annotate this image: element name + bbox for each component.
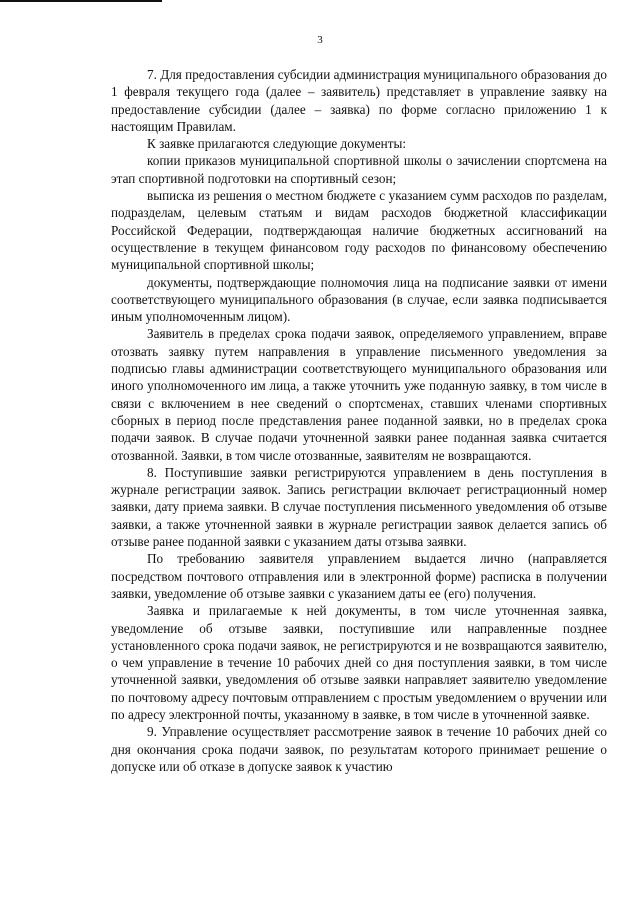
header-rule: [0, 0, 162, 2]
paragraph-late-submission: Заявка и прилагаемые к ней документы, в том числе уточненная заявка, уведомление об отзыве заявки, поступившие или направленные позднее установленного срока подачи заявок, не регистрируются и не возвращаются заявителю, о чем управление в течение 10 рабочих дней со дня поступления заявки, в том числе уточненной заявки, уведомления об отзыве заявки направляет заявителю уведомление по почтовому адресу почтовым отправлением с простым уведомлением о вручении или по адресу электронной почты, указанному в заявке, в том числе в уточненной заявке.: [111, 603, 607, 722]
paragraph-8: 8. Поступившие заявки регистрируются управлением в день поступления в журнале регистрации заявок. Запись регистрации включает регистрационный номер заявки, дату приема заявки. В случае поступления письменного уведомления об отзыве заявки, а также уточненной заявки в журнале регистрации заявок делается запись об отзыве ранее поданной заявки с указанием даты отзыва заявки.: [111, 464, 607, 550]
paragraph-receipt: По требованию заявителя управлением выдается лично (направляется посредством почтового отправления или в электронной форме) расписка в получении заявки, уведомление об отзыве заявки с указанием даты ее (его) получения.: [111, 551, 607, 601]
document-body: [111, 66, 607, 775]
paragraph-attachment-authority: документы, подтверждающие полномочия лица на подписание заявки от имени соответствующего муниципального образования (в случае, если заявка подписывается иным уполномоченным лицом).: [111, 274, 607, 325]
paragraph-attachments-intro: К заявке прилагаются следующие документы:: [147, 136, 407, 152]
page-number: 3: [317, 34, 323, 46]
paragraph-withdrawal: Заявитель в пределах срока подачи заявок, определяемого управлением, вправе отозвать заявку путем направления в управление письменного уведомления за подписью главы администрации соответствующего муниципального образования или иного уполномоченного им лица, а также уточнить уже поданную заявку, в том числе в связи с включением в нее сведений о спортсменах, ставших членами спортивных сборных в период после представления ранее поданной заявки, но в пределах срока подачи заявок. В случае подачи уточненной заявки ранее поданная заявка считается отозванной. Заявки, в том числе отозванные, заявителям не возвращаются.: [111, 326, 607, 463]
paragraph-7: 7. Для предоставления субсидии администрация муниципального образования до 1 февраля текущего года (далее – заявитель) представляет в управление заявку на предоставление субсидии (далее – заявка) по форме согласно приложению 1 к настоящим Правилам.: [111, 67, 607, 134]
paragraph-attachment-budget: выписка из решения о местном бюджете с указанием сумм расходов по разделам, подразделам, целевым статьям и видам расходов бюджетной классификации Российской Федерации, подтверждающая наличие бюджетных ассигнований на осуществление в текущем финансовом году расходов по финансовому обеспечению муниципальной спортивной школы;: [111, 188, 607, 273]
paragraph-9: 9. Управление осуществляет рассмотрение заявок в течение 10 рабочих дней со дня окончания срока подачи заявок, по результатам которого принимает решение о допуске или об отказе в допуске заявок к участию: [111, 724, 607, 774]
paragraph-attachment-orders: копии приказов муниципальной спортивной школы о зачислении спортсмена на этап спортивной подготовки на спортивный сезон;: [111, 153, 607, 186]
